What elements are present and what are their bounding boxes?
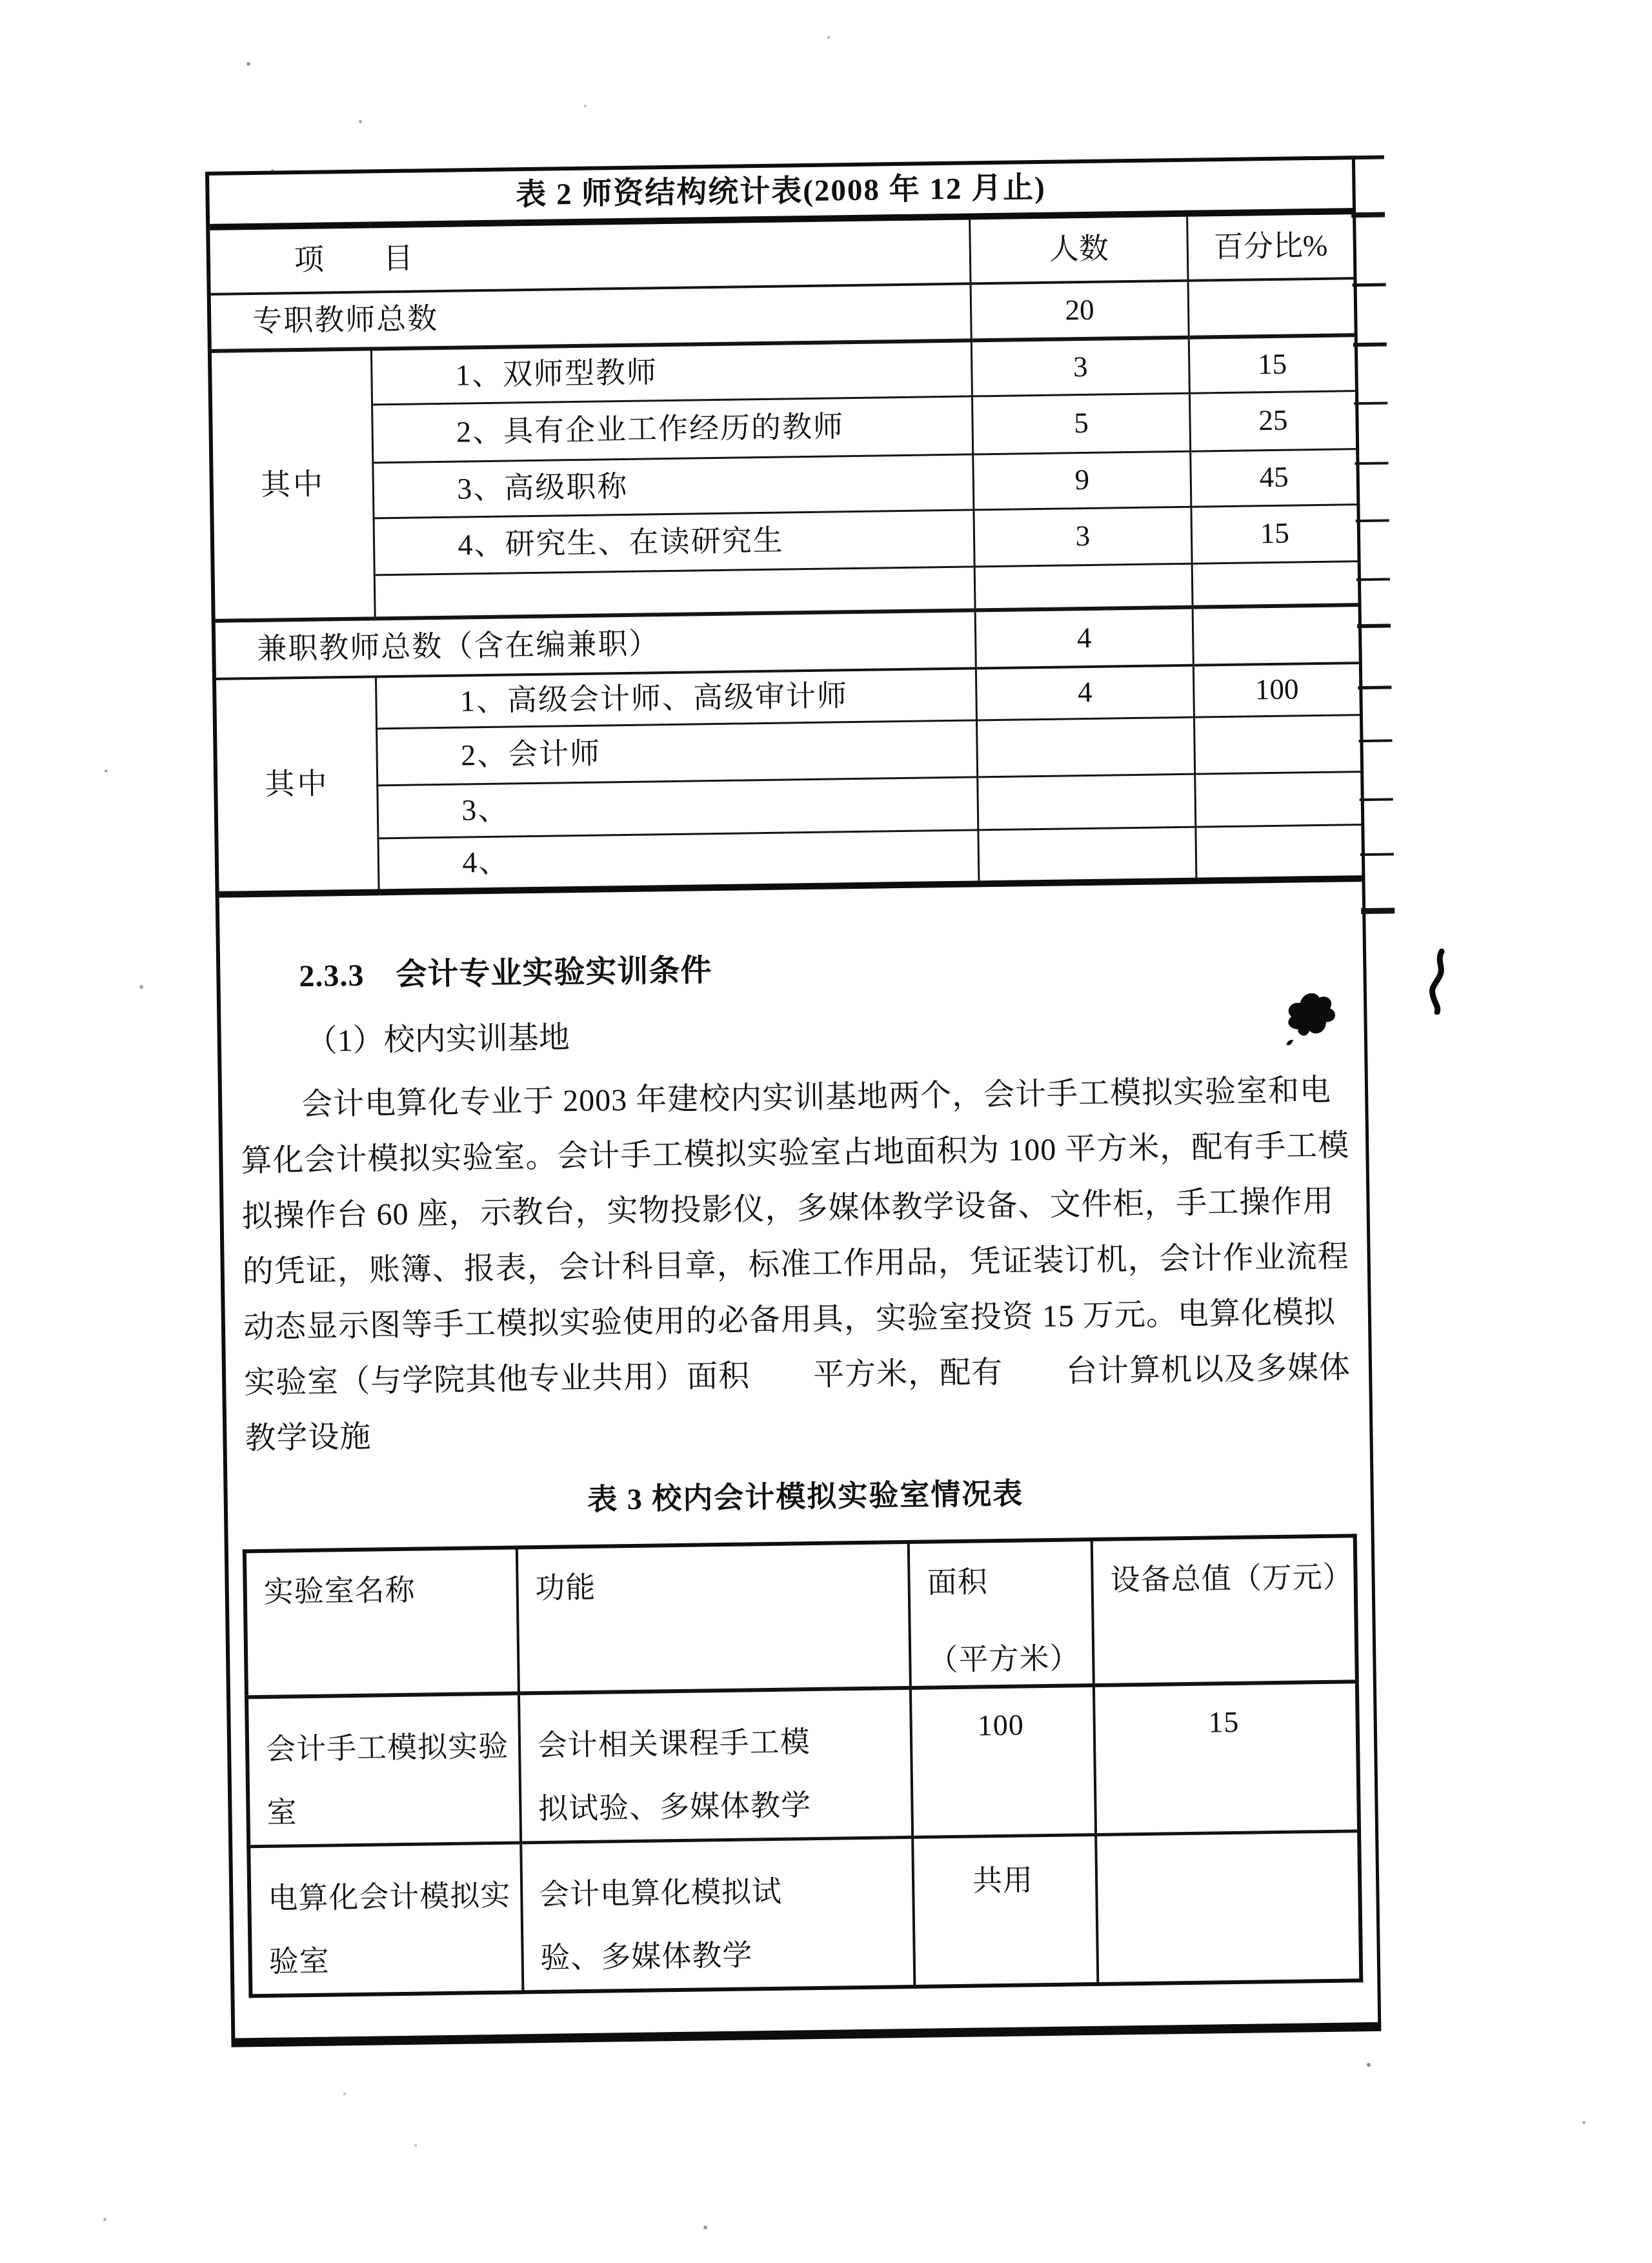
header-text: 面积 bbox=[927, 1565, 989, 1599]
body-paragraph bbox=[240, 1062, 1365, 1466]
lab-name-cell bbox=[247, 1693, 521, 1846]
fulltime-total-label: 专职教师总数 bbox=[211, 283, 972, 350]
lab-name-cell bbox=[248, 1843, 523, 1996]
parttime-group-label: 其中 bbox=[216, 676, 379, 894]
page-frame bbox=[205, 156, 1381, 2047]
lab-function-cell bbox=[521, 1837, 915, 1992]
paragraph-line: 动态显示图等手工模拟实验使用的必备用具，实验室投资 15 万元。电算化模拟 bbox=[243, 1295, 1336, 1345]
table3-header-value bbox=[1092, 1536, 1357, 1685]
table-row bbox=[247, 1681, 1359, 1847]
cell-text: 电算化会计模拟实 bbox=[268, 1878, 511, 1915]
header-text: 实验室名称 bbox=[263, 1573, 416, 1608]
table3-caption: 表 3 校内会计模拟实验室情况表 bbox=[587, 1477, 1024, 1516]
row-count: 9 bbox=[973, 451, 1191, 510]
lab-area-cell: 100 bbox=[911, 1685, 1096, 1837]
row-label: 2、具有企业工作经历的教师 bbox=[372, 396, 973, 462]
lab-value-cell: 15 bbox=[1094, 1681, 1359, 1834]
row-label: 4、 bbox=[378, 829, 979, 892]
table3-header-name bbox=[245, 1547, 519, 1697]
row-label: 1、双师型教师 bbox=[372, 340, 972, 404]
section-2-3-3 bbox=[238, 936, 1365, 1523]
paragraph-line: 实验室（与学院其他专业共用）面积 平方米，配有 台计算机以及多媒体 bbox=[243, 1350, 1351, 1401]
lab-function-cell bbox=[519, 1688, 913, 1843]
row-label: 4、研究生、在读研究生 bbox=[374, 509, 974, 574]
cell-text: 拟试验、多媒体教学 bbox=[538, 1789, 812, 1826]
row-percent bbox=[1192, 561, 1358, 607]
row-label: 3、 bbox=[378, 776, 978, 838]
header-text: 设备总值（万元） bbox=[1110, 1560, 1354, 1597]
row-percent: 15 bbox=[1189, 335, 1355, 393]
parttime-total-percent bbox=[1193, 605, 1359, 665]
paragraph-line: 的凭证，账簿、报表，会计科目章，标准工作用品，凭证装订机，会计作业流程 bbox=[242, 1239, 1350, 1290]
header-text: 功能 bbox=[534, 1570, 596, 1605]
lab-overview-table bbox=[243, 1534, 1364, 1998]
col-header-count: 人数 bbox=[970, 214, 1188, 284]
teacher-structure-table bbox=[209, 159, 1362, 898]
cell-text: 验室 bbox=[268, 1944, 330, 1978]
row-percent bbox=[1194, 715, 1360, 774]
table3-header-area bbox=[909, 1539, 1094, 1688]
table2-title: 表 2 师资结构统计表(2008 年 12 月止) bbox=[209, 159, 1353, 227]
cell-text: 室 bbox=[267, 1796, 297, 1829]
row-label: 3、高级职称 bbox=[373, 454, 974, 518]
table-row bbox=[248, 1831, 1361, 1996]
row-percent: 45 bbox=[1190, 449, 1356, 507]
row-percent: 25 bbox=[1189, 391, 1356, 451]
row-label bbox=[375, 566, 976, 618]
paragraph-line: 拟操作台 60 座，示教台，实物投影仪，多媒体教学设备、文件柜，手工操作用 bbox=[241, 1184, 1335, 1234]
row-count: 3 bbox=[974, 507, 1192, 567]
row-count: 4 bbox=[976, 665, 1194, 720]
parttime-total-count: 4 bbox=[975, 607, 1193, 669]
cell-text: 会计电算化模拟试 bbox=[539, 1874, 783, 1912]
lab-value-cell bbox=[1096, 1831, 1361, 1984]
parttime-total-label: 兼职教师总数（含在编兼职） bbox=[216, 610, 976, 678]
row-count: 3 bbox=[971, 338, 1189, 396]
fulltime-total-percent bbox=[1188, 278, 1355, 338]
row-count bbox=[978, 774, 1196, 830]
row-count: 5 bbox=[972, 393, 1191, 454]
pen-squiggle bbox=[1424, 948, 1449, 1018]
row-count bbox=[978, 827, 1196, 884]
row-count bbox=[974, 563, 1192, 611]
paragraph-line: 会计电算化专业于 2003 年建校内实训基地两个，会计手工模拟实验室和电 bbox=[301, 1073, 1332, 1122]
row-percent bbox=[1196, 824, 1362, 881]
row-label: 2、会计师 bbox=[377, 720, 978, 785]
cell-text: 验、多媒体教学 bbox=[539, 1938, 753, 1975]
row-label: 1、高级会计师、高级审计师 bbox=[376, 668, 977, 728]
cell-text: 会计相关课程手工模 bbox=[537, 1725, 811, 1763]
col-header-item: 项 目 bbox=[210, 216, 971, 294]
row-count bbox=[977, 717, 1195, 777]
fulltime-group-label: 其中 bbox=[212, 349, 376, 620]
cell-text: 会计手工模拟实验 bbox=[265, 1729, 509, 1766]
section-subheading: （1）校内实训基地 bbox=[306, 1020, 570, 1059]
header-text: （平方米） bbox=[928, 1641, 1080, 1677]
row-percent bbox=[1194, 771, 1361, 827]
table3-header-function bbox=[516, 1542, 911, 1693]
paragraph-line: 算化会计模拟实验室。会计手工模拟实验室占地面积为 100 平方米，配有手工模 bbox=[241, 1128, 1350, 1179]
section-heading: 2.3.3 会计专业实验实训条件 bbox=[299, 953, 712, 994]
paragraph-line: 教学设施 bbox=[245, 1419, 372, 1456]
row-percent: 15 bbox=[1191, 504, 1358, 563]
row-percent: 100 bbox=[1193, 663, 1360, 717]
lab-area-cell: 共用 bbox=[912, 1834, 1098, 1986]
col-header-percent: 百分比% bbox=[1187, 211, 1353, 281]
fulltime-total-count: 20 bbox=[971, 281, 1189, 341]
